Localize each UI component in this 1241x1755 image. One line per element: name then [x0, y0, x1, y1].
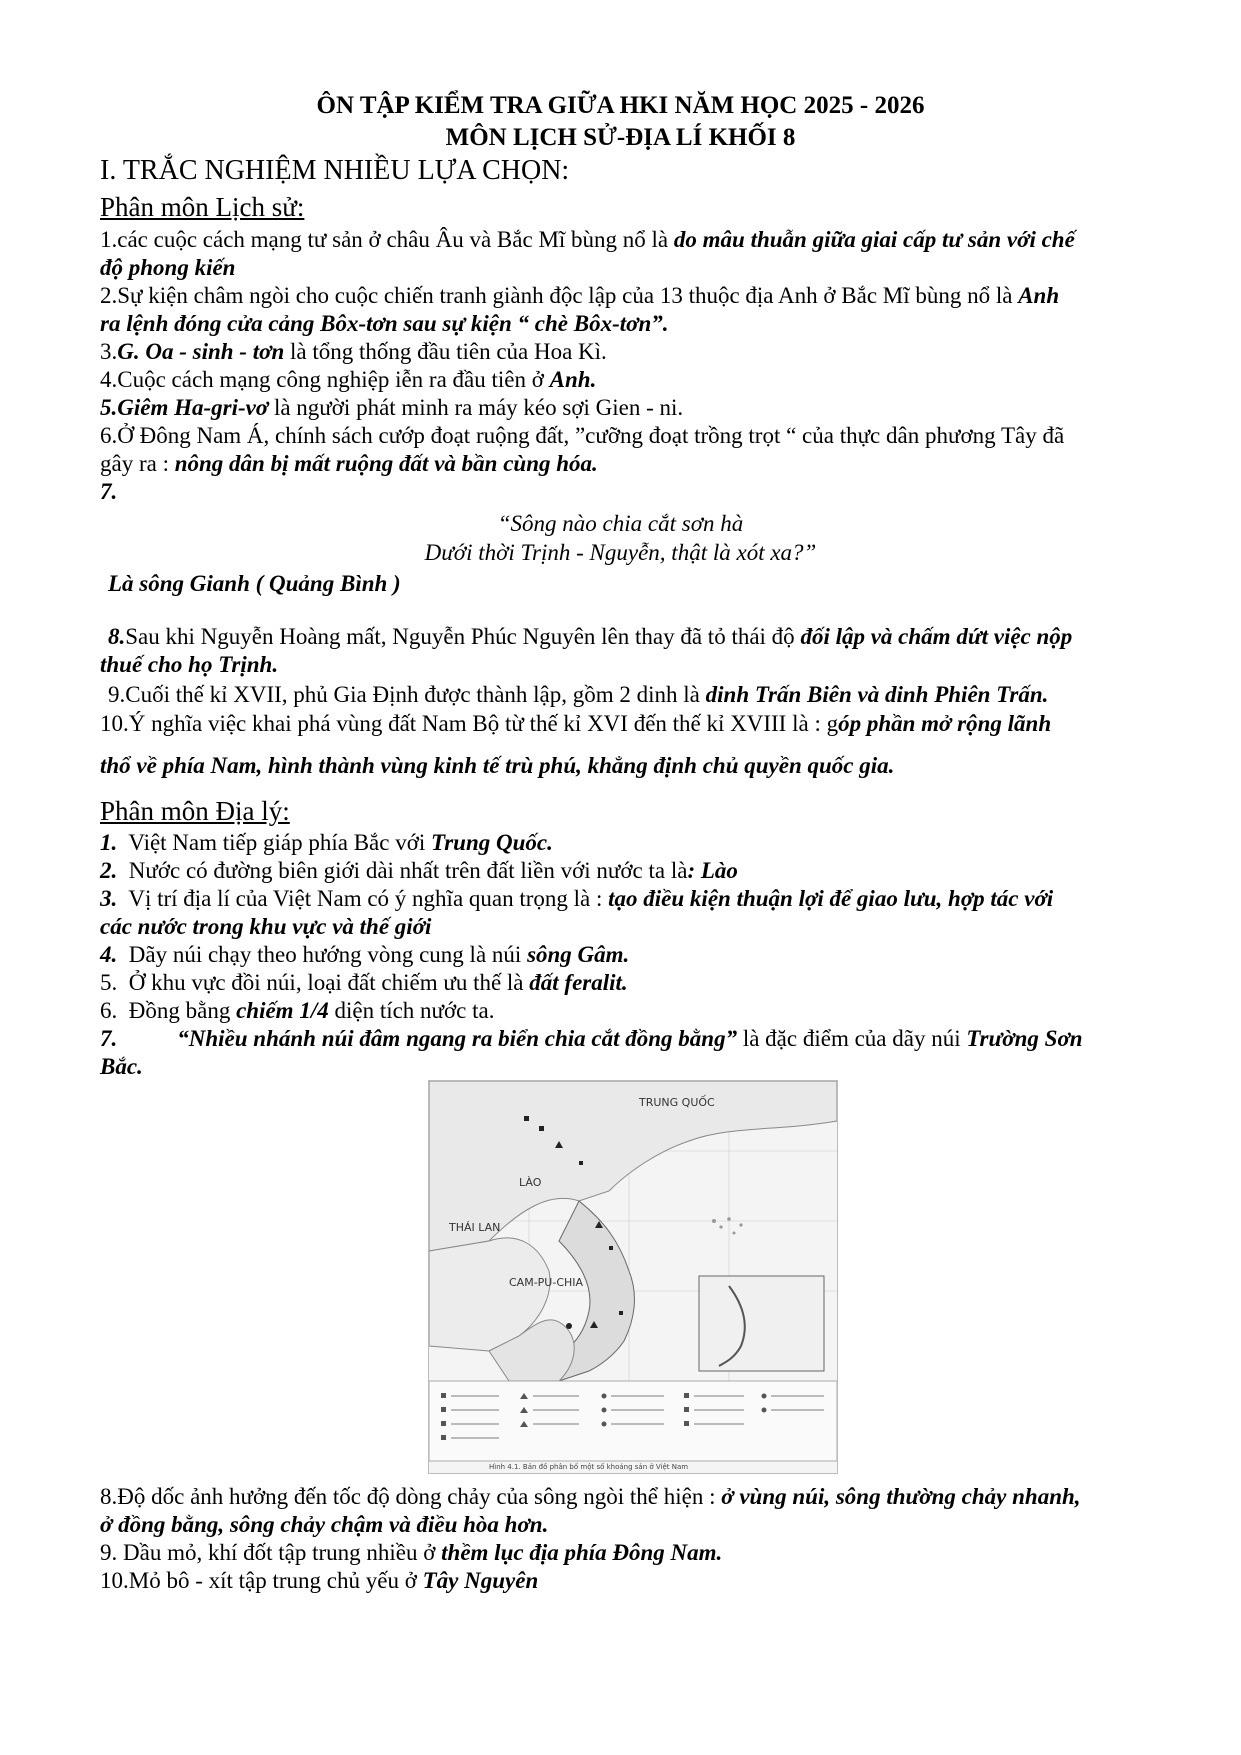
history-q7-answer: Là sông Gianh ( Quảng Bình ) — [108, 571, 401, 596]
geography-q10: 10.Mỏ bô - xít tập trung chủ yếu ở Tây Nguyên — [100, 1568, 539, 1593]
geography-q1: 1. Việt Nam tiếp giáp phía Bắc với Trung Quốc. — [100, 830, 553, 855]
geography-q2: 2. Nước có đường biên giới dài nhất trên đất liền với nước ta là: Lào — [100, 858, 738, 883]
geography-q3-line2: các nước trong khu vực và thế giới — [100, 914, 432, 939]
document-title: ÔN TẬP KIỂM TRA GIỮA HKI NĂM HỌC 2025 - 2026 — [316, 92, 925, 119]
history-q7-number: 7. — [100, 479, 118, 504]
history-q8-line1: 8.Sau khi Nguyễn Hoàng mất, Nguyễn Phúc Nguyên lên thay đã tỏ thái độ đối lập và chấm dứt việc nộp — [108, 624, 1073, 649]
map-figure — [429, 1081, 837, 1473]
map-label-china: TRUNG QUỐC — [639, 1096, 715, 1109]
history-q10-line1: 10.Ý nghĩa việc khai phá vùng đất Nam Bộ từ thế kỉ XVI đến thế kỉ XVIII là : góp phần mở rộng lãnh — [100, 711, 1052, 736]
history-q5: 5.Giêm Ha-gri-vơ là người phát minh ra máy kéo sợi Gien - ni. — [100, 395, 684, 420]
geography-q8-line1: 8.Độ dốc ảnh hưởng đến tốc độ dòng chảy của sông ngòi thể hiện : ở vùng núi, sông thường chảy nhanh, — [100, 1484, 1081, 1509]
history-q6-line2: gây ra : nông dân bị mất ruộng đất và bần cùng hóa. — [100, 451, 598, 476]
map-label-thailand: THÁI LAN — [449, 1221, 501, 1234]
history-q2-line2: ra lệnh đóng cửa cảng Bôx-tơn sau sự kiện “ chè Bôx-tơn”. — [100, 311, 669, 336]
geography-heading: Phân môn Địa lý: — [100, 796, 290, 826]
history-q10-line2: thổ về phía Nam, hình thành vùng kinh tế trù phú, khẳng định chủ quyền quốc gia. — [100, 753, 895, 778]
geography-q7-line1: 7. “Nhiều nhánh núi đâm ngang ra biển chia cắt đồng bằng” là đặc điểm của dãy núi Trường Sơn — [100, 1026, 1083, 1051]
geography-q4: 4. Dãy núi chạy theo hướng vòng cung là núi sông Gâm. — [100, 942, 630, 967]
geography-q5: 5. Ở khu vực đồi núi, loại đất chiếm ưu thế là đất feralit. — [100, 970, 628, 995]
history-q1-line2: độ phong kiến — [100, 255, 236, 280]
map-label-cambodia: CAM-PU-CHIA — [509, 1276, 584, 1289]
map-label-laos: LÀO — [519, 1176, 542, 1189]
geography-q7-line2: Bắc. — [100, 1054, 143, 1079]
history-q4: 4.Cuộc cách mạng công nghiệp iễn ra đầu tiên ở Anh. — [100, 367, 597, 392]
geography-q8-line2: ở đồng bằng, sông chảy chậm và điều hòa hơn. — [100, 1512, 549, 1537]
map-caption: Hình 4.1. Bản đồ phân bố một số khoáng sản ở Việt Nam — [489, 1463, 689, 1471]
history-heading: Phân môn Lịch sử: — [100, 192, 305, 222]
vietnam-minerals-map — [428, 1080, 838, 1474]
history-q3: 3.G. Oa - sinh - tơn là tổng thống đầu tiên của Hoa Kì. — [100, 339, 607, 364]
geography-q6: 6. Đồng bằng chiếm 1/4 diện tích nước ta. — [100, 998, 495, 1023]
history-q7-poem-line1: “Sông nào chia cắt sơn hà — [497, 511, 744, 536]
history-q1-line1: 1.các cuộc cách mạng tư sản ở châu Âu và Bắc Mĩ bùng nổ là do mâu thuẫn giữa giai cấp tư sản với chế — [100, 227, 1075, 252]
document-subtitle: MÔN LỊCH SỬ-ĐỊA LÍ KHỐI 8 — [445, 124, 796, 151]
history-q7-poem-line2: Dưới thời Trịnh - Nguyễn, thật là xót xa?” — [424, 540, 817, 565]
geography-q3-line1: 3. Vị trí địa lí của Việt Nam có ý nghĩa quan trọng là : tạo điều kiện thuận lợi để giao lưu, hợp tác với — [100, 886, 1054, 911]
history-q6-line1: 6.Ở Đông Nam Á, chính sách cướp đoạt ruộng đất, ”cưỡng đoạt trồng trọt “ của thực dân phương Tây đã — [100, 423, 1065, 448]
section-heading: I. TRẮC NGHIỆM NHIỀU LỰA CHỌN: — [100, 155, 570, 186]
history-q8-line2: thuế cho họ Trịnh. — [100, 652, 279, 677]
geography-q9: 9. Dầu mỏ, khí đốt tập trung nhiều ở thềm lục địa phía Đông Nam. — [100, 1540, 723, 1565]
history-q9: 9.Cuối thế kỉ XVII, phủ Gia Định được thành lập, gồm 2 dinh là dinh Trấn Biên và dinh Phiên Trấn. — [108, 682, 1049, 707]
history-q2-line1: 2.Sự kiện châm ngòi cho cuộc chiến tranh giành độc lập của 13 thuộc địa Anh ở Bắc Mĩ bùng nổ là Anh — [100, 283, 1060, 308]
